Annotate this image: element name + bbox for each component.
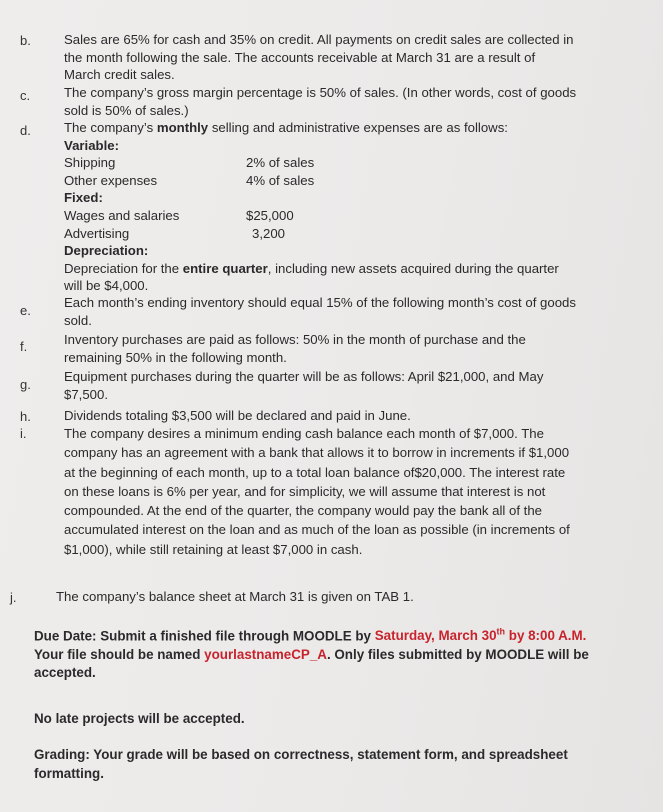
due-time: by 8:00 A.M. xyxy=(505,628,587,644)
text-run: selling and administrative expenses are as follows: xyxy=(208,120,508,135)
due-prefix: Due Date: Submit a finished file through MOODLE by xyxy=(34,628,375,644)
item-letter: e. xyxy=(20,303,31,318)
text-line: remaining 50% in the following month. xyxy=(64,349,287,365)
text-line: Sales are 65% for cash and 35% on credit. All payments on credit sales are collected in xyxy=(64,32,574,47)
expense-label: Advertising xyxy=(64,225,130,241)
text-line: the month following the sale. The accounts receivable at March 31 are a result of xyxy=(64,49,536,65)
text-run: Depreciation for the xyxy=(64,260,183,276)
fixed-heading: Fixed: xyxy=(64,190,103,206)
accepted-line: accepted. xyxy=(34,665,96,681)
item-f xyxy=(20,331,625,366)
text-line: Inventory purchases are paid as follows: 50% in the month of purchase and the xyxy=(64,332,526,347)
item-letter: d. xyxy=(20,123,31,138)
item-c xyxy=(20,84,625,119)
late-notice: No late projects will be accepted. xyxy=(34,711,245,726)
due-date-block xyxy=(34,623,643,683)
item-h xyxy=(20,407,625,425)
expense-label: Other expenses xyxy=(64,172,158,188)
expense-label: Wages and salaries xyxy=(64,207,180,223)
text-line: Dividends totaling $3,500 will be declared and paid in June. xyxy=(64,408,411,423)
due-date-text: Saturday, March 30 xyxy=(374,628,497,644)
text-run: , including new assets acquired during the quarter xyxy=(267,260,559,276)
expense-value: $25,000 xyxy=(246,207,294,223)
text-line: The company’s gross margin percentage is 50% of sales. (In other words, cost of goods xyxy=(64,85,577,100)
text-run: The company’s xyxy=(64,120,157,135)
text-line: sold. xyxy=(64,312,92,328)
text-line: $1,000), while still retaining at least $7,000 in cash. xyxy=(64,541,363,557)
text-line xyxy=(64,260,625,278)
depreciation-heading: Depreciation: xyxy=(64,243,149,259)
text-line: compounded. At the end of the quarter, the company would pay the bank all of the xyxy=(64,503,543,519)
item-letter: h. xyxy=(20,409,31,424)
expense-row xyxy=(64,172,625,190)
text-line: Equipment purchases during the quarter will be as follows: April $21,000, and May xyxy=(64,369,544,384)
text-line: on these loans is 6% per year, and for simplicity, we will assume that interest is not xyxy=(64,483,546,499)
item-b xyxy=(20,31,625,84)
text-line xyxy=(64,119,625,137)
expense-row xyxy=(64,225,625,243)
item-e xyxy=(20,294,625,329)
text-line: accumulated interest on the loan and as much of the loan as possible (in increments of xyxy=(64,522,570,538)
text-line: The company’s balance sheet at March 31 is given on TAB 1. xyxy=(56,589,414,604)
file-name-suffix: . Only files submitted by MOODLE will be xyxy=(326,646,589,662)
text-line: Each month’s ending inventory should equal 15% of the following month’s cost of goods xyxy=(64,295,576,310)
item-letter: g. xyxy=(20,377,31,392)
due-date-suffix: th xyxy=(496,627,506,637)
variable-heading: Variable: xyxy=(64,137,119,153)
expense-value: 2% of sales xyxy=(246,155,315,171)
expense-row xyxy=(64,207,625,225)
file-name: yourlastnameCP_A xyxy=(204,646,327,662)
text-line: at the beginning of each month, up to a total loan balance of$20,000. The interest rate xyxy=(64,464,566,480)
item-d xyxy=(20,119,625,295)
item-j xyxy=(10,588,625,606)
emphasis: entire quarter xyxy=(182,260,268,276)
due-date xyxy=(375,628,587,643)
due-date-line xyxy=(34,623,643,646)
text-line: The company desires a minimum ending cash balance each month of $7,000. The xyxy=(64,426,544,441)
text-line: $7,500. xyxy=(64,386,108,402)
item-letter: f. xyxy=(20,339,28,354)
expense-row xyxy=(64,154,625,172)
item-i xyxy=(20,424,625,559)
grading-block xyxy=(34,746,643,783)
text-line: will be $4,000. xyxy=(64,278,149,294)
text-line: March credit sales. xyxy=(64,67,175,83)
text-line: company has an agreement with a bank that allows it to borrow in increments if $1,000 xyxy=(64,445,570,461)
expense-label: Shipping xyxy=(64,155,116,171)
grading-line: Grading: Your grade will be based on correctness, statement form, and spreadsheet xyxy=(34,747,568,762)
item-letter: b. xyxy=(20,33,31,48)
item-letter: i. xyxy=(20,426,27,441)
file-name-prefix: Your file should be named xyxy=(34,646,205,662)
grading-line: formatting. xyxy=(34,765,104,781)
item-letter: c. xyxy=(20,88,31,103)
text-line: sold is 50% of sales.) xyxy=(64,102,189,118)
item-g xyxy=(20,368,625,403)
expense-value: 3,200 xyxy=(252,225,286,241)
expense-value: 4% of sales xyxy=(246,172,315,188)
file-name-line xyxy=(34,646,643,665)
item-letter: j. xyxy=(10,590,17,605)
emphasis: monthly xyxy=(156,120,209,135)
